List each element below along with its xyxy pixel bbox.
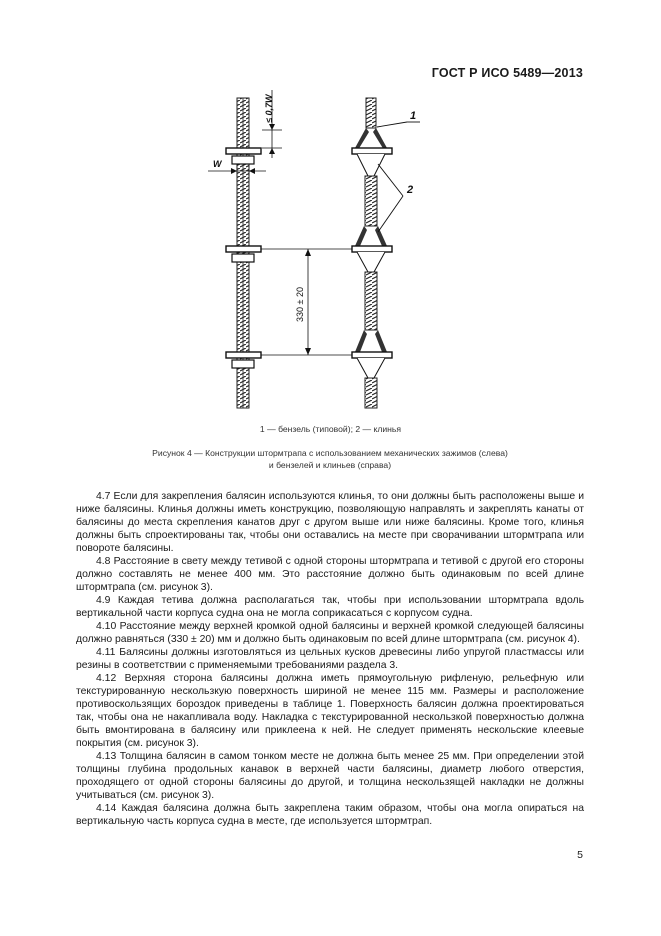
body-text	[76, 490, 584, 828]
document-header: ГОСТ Р ИСО 5489—2013	[431, 66, 583, 80]
figure-legend: 1 — бензель (типовой); 2 — клинья	[259, 424, 402, 434]
dimension-top	[262, 90, 282, 158]
right-rung-3	[352, 352, 392, 358]
caption-line-2: и бензелей и клиньев (справа)	[268, 460, 392, 470]
paragraph-4-11: 4.11 Балясины должны изготовляться из цельных кусков древесины либо упругой пластмассы или резины в соответствии с применяемыми требованиями раздела 3.	[76, 647, 584, 671]
left-rung-1	[226, 148, 261, 154]
right-rung-1	[352, 148, 392, 154]
dimension-spacing	[261, 249, 356, 355]
left-rung-2	[226, 246, 261, 252]
paragraph-4-14: 4.14 Каждая балясина должна быть закреплена таким образом, чтобы она могла опираться на вертикальную часть корпуса судна в месте, где используется штормтрап.	[76, 803, 584, 827]
callout-1-label: 1	[410, 110, 417, 122]
caption-line-1: Рисунок 4 — Конструкции штормтрапа с использованием механических зажимов (слева)	[152, 448, 508, 458]
right-ladder	[352, 98, 392, 408]
paragraph-4-10: 4.10 Расстояние между верхней кромкой одной балясины и верхней кромкой следующей балясины должно равняться (330 ± 20) мм и должно быть одинаковым по всей длине штормтрапа (см. рисунок 4).	[76, 621, 584, 645]
paragraph-4-13: 4.13 Толщина балясин в самом тонком месте не должна быть менее 25 мм. При определении этой толщины глубина продольных канавок в верхней части балясины, диаметр любого отверстия, проходящего от одной стороны балясины до другой, и толщина нескользящей накладки не должны учитываться (см. рисунок 3).	[76, 751, 584, 801]
page-number: 5	[577, 849, 583, 861]
paragraph-4-9: 4.9 Каждая тетива должна располагаться так, чтобы при использовании штормтрапа вдоль вертикальной части корпуса судна она не могла соприкасаться с корпусом судна.	[76, 595, 584, 619]
dim-width-label: W	[213, 159, 222, 169]
callout-2-label: 2	[407, 184, 414, 196]
figure-caption	[70, 447, 590, 471]
paragraph-4-8: 4.8 Расстояние в свету между тетивой с одной стороны штормтрапа и тетивой с другой его стороны должно составлять не менее 400 мм. Это расстояние должно быть одинаковым по всей длине штормтрапа (см. рисунок 3).	[76, 556, 584, 593]
dim-top-label: ≤ 0,7W	[264, 94, 274, 123]
paragraph-4-12: 4.12 Верхняя сторона балясины должна иметь прямоугольную рифленую, рельефную или текстурированную нескользкую поверхность шириной не менее 115 мм. Размеры и расположение противоскользящих бороздок приведены в таблице 1. Поверхность балясин должна проектироваться так, чтобы она не накапливала воду. Накладка с текстурированной нескользкой поверхностью должна быть вмонтирована в балясину или приклеена к ней. Не следует применять нескольские клеевые покрытия (см. рисунок 3).	[76, 673, 584, 749]
right-rung-2	[352, 246, 392, 252]
ladder-figure	[0, 0, 661, 420]
left-rung-3	[226, 352, 261, 358]
left-ladder	[226, 98, 261, 408]
dim-spacing-label: 330 ± 20	[295, 287, 305, 322]
paragraph-4-7: 4.7 Если для закрепления балясин используются клинья, то они должны быть расположены выше и ниже балясины. Клинья должны иметь конструкцию, позволяющую направлять и закреплять канаты от балясины до места скрепления канатов друг с другом выше или ниже балясины. Кроме того, клинья должны быть спроектированы так, чтобы они оставались на месте при сворачивании штормтрапа или повороте балясины.	[76, 491, 584, 554]
callouts	[377, 110, 420, 232]
